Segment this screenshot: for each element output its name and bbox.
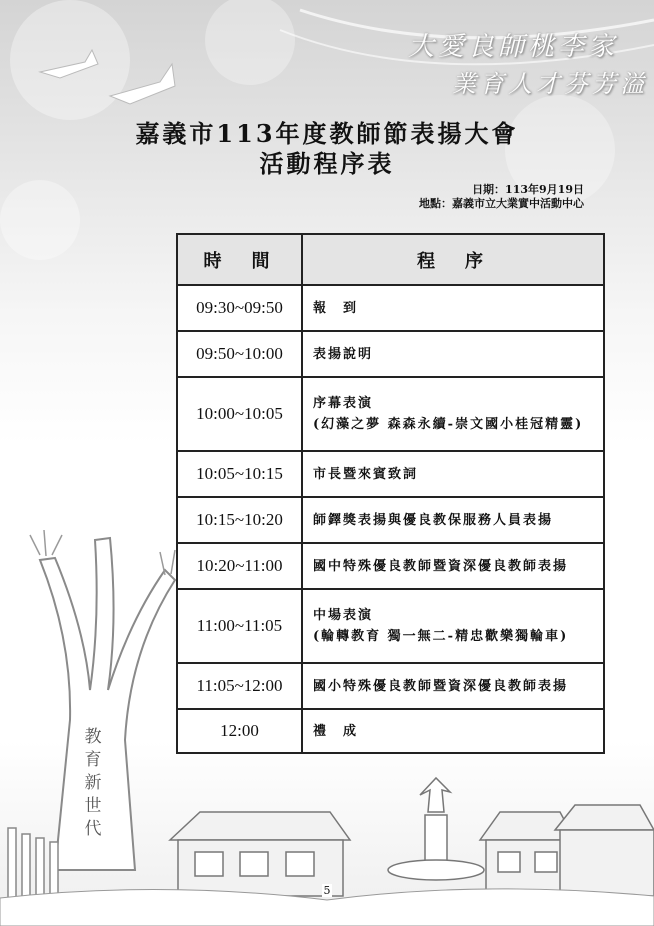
program-detail: (幻藻之夢 森森永續-崇文國小桂冠精靈) <box>313 417 584 432</box>
time-cell: 11:00~11:05 <box>177 589 302 663</box>
table-row <box>177 589 604 663</box>
header-time: 時 間 <box>177 234 302 285</box>
tree-char: 新 <box>84 773 102 793</box>
table-row <box>177 543 604 589</box>
program-cell <box>302 497 604 543</box>
time-cell: 12:00 <box>177 709 302 753</box>
table-row <box>177 451 604 497</box>
program-text: 國小特殊優良教師暨資深優良教師表揚 <box>313 678 569 694</box>
header-program: 程 序 <box>302 234 604 285</box>
time-cell: 11:05~12:00 <box>177 663 302 709</box>
document-subtitle: 活動程序表 <box>259 149 395 178</box>
house-illustration <box>170 805 654 896</box>
table-row <box>177 285 604 331</box>
time-cell: 09:50~10:00 <box>177 331 302 377</box>
time-cell: 10:15~10:20 <box>177 497 302 543</box>
table-row <box>177 331 604 377</box>
tree-illustration <box>40 538 175 870</box>
program-text: 報 到 <box>313 300 359 316</box>
tree-char: 育 <box>84 750 102 770</box>
monument-illustration <box>388 778 484 880</box>
event-date: 日期：113年9月19日 <box>472 183 584 196</box>
time-cell: 10:00~10:05 <box>177 377 302 451</box>
program-cell <box>302 331 604 377</box>
tree-char: 代 <box>84 819 102 839</box>
time-cell: 09:30~09:50 <box>177 285 302 331</box>
program-text: 禮 成 <box>313 723 359 739</box>
program-cell <box>302 709 604 753</box>
program-cell <box>302 589 604 663</box>
tree-char: 世 <box>84 796 102 816</box>
program-text: 中場表演 <box>313 608 374 623</box>
time-cell: 10:05~10:15 <box>177 451 302 497</box>
program-text: 市長暨來賓致詞 <box>313 466 419 482</box>
table-row <box>177 377 604 451</box>
table-row <box>177 497 604 543</box>
tree-text <box>80 726 106 841</box>
page-number: 5 <box>323 884 331 897</box>
table-row <box>177 709 604 753</box>
program-cell <box>302 285 604 331</box>
time-cell: 10:20~11:00 <box>177 543 302 589</box>
slogan-line-1: 大愛良師桃李家 <box>408 32 619 62</box>
program-cell <box>302 451 604 497</box>
program-text: 表揚說明 <box>313 346 374 362</box>
slogan-line-2: 業育人才芬芳溢 <box>452 70 648 98</box>
tree-char: 教 <box>84 727 102 747</box>
program-text: 師鐸獎表揚與優良教保服務人員表揚 <box>313 512 554 528</box>
program-cell <box>302 543 604 589</box>
program-detail: (輪轉教育 獨一無二-精忠歡樂獨輪車) <box>313 629 569 644</box>
program-cell <box>302 663 604 709</box>
program-cell <box>302 377 604 451</box>
fence-illustration <box>8 828 58 898</box>
program-text: 國中特殊優良教師暨資深優良教師表揚 <box>313 558 569 574</box>
table-row <box>177 663 604 709</box>
table-header-row <box>177 234 604 285</box>
event-location: 地點：嘉義市立大業實中活動中心 <box>419 197 584 210</box>
document-title: 嘉義市113年度教師節表揚大會 <box>135 119 519 148</box>
schedule-table <box>176 233 605 754</box>
program-text: 序幕表演 <box>313 396 374 411</box>
